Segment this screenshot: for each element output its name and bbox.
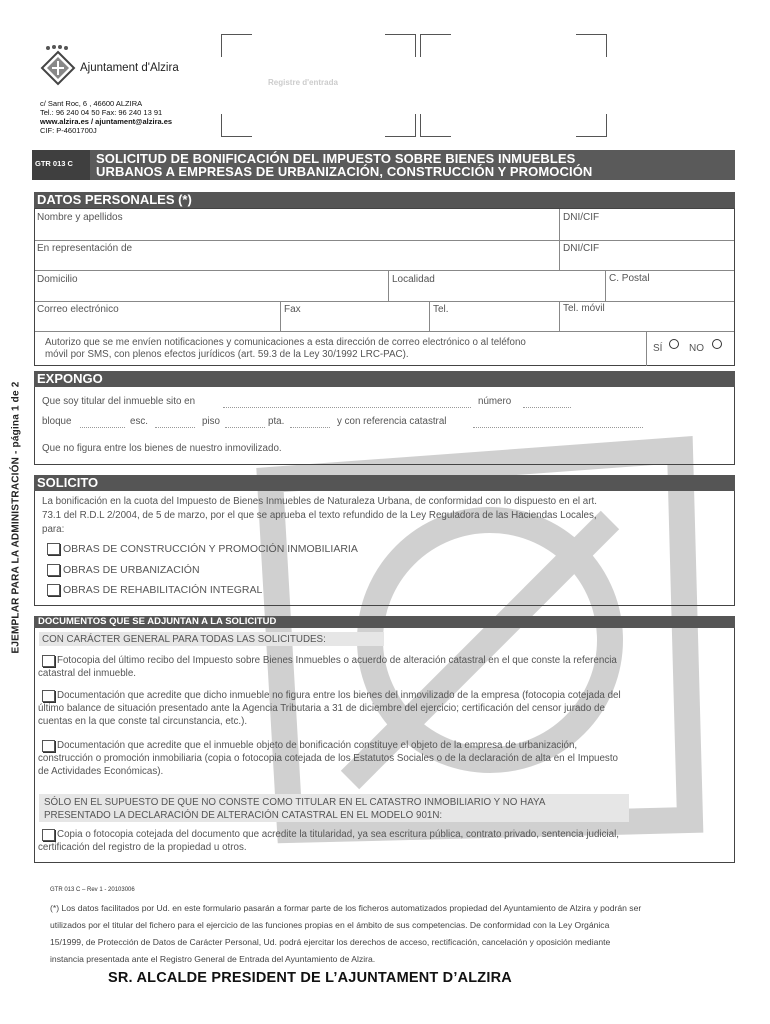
field-dni-2[interactable]: DNI/CIF xyxy=(563,243,600,254)
address-line: Tel.: 96 240 04 50 Fax: 96 240 13 91 xyxy=(40,108,163,117)
bloque-input[interactable] xyxy=(80,427,125,428)
solicito-line3: para: xyxy=(42,524,65,535)
doc3-line2: construcción o promoción inmobiliaria (copia o fotocopia cotejada de los Estatutos Sociales o de la declaración de alta en el Impuesto xyxy=(38,753,618,764)
solo-line1: SÓLO EN EL SUPUESTO DE QUE NO CONSTE COMO TITULAR EN EL CATASTRO INMOBILIARIO Y NO HAYA xyxy=(44,797,546,808)
stamp-corner xyxy=(221,34,252,57)
stamp-corner xyxy=(385,114,416,137)
doc1-line1: Fotocopia del último recibo del Impuesto sobre Bienes Inmuebles o acuerdo de alteración catastral en el que conste la referencia xyxy=(57,655,617,666)
registry-label: Registre d'entrada xyxy=(268,78,338,87)
bloque-label: bloque xyxy=(42,416,72,427)
checkbox-doc-2[interactable] xyxy=(42,690,55,702)
checkbox-doc-3[interactable] xyxy=(42,740,55,752)
stamp-corner xyxy=(576,114,607,137)
autorizo-text-2: móvil por SMS, con plenos efectos jurídicos (art. 59.3 de la Ley 30/1992 LRC-PAC). xyxy=(45,349,409,360)
option-urbanizacion: OBRAS DE URBANIZACIÓN xyxy=(63,564,200,576)
solicito-line2: 73.1 del R.D.L 2/2004, de 5 de marzo, por el que se aprueba el texto refundido de la Ley Reguladora de las Haciendas Locales, xyxy=(42,510,597,521)
catastral-label: y con referencia catastral xyxy=(337,416,447,427)
stamp-corner xyxy=(420,34,451,57)
documentos-box xyxy=(34,628,735,863)
field-dni-1[interactable]: DNI/CIF xyxy=(563,212,600,223)
doc3-line1: Documentación que acredite que el inmueble objeto de bonificación constituye el objeto de la empresa de urbanización, xyxy=(57,740,578,751)
expongo-line1: Que soy titular del inmueble sito en xyxy=(42,396,196,407)
piso-label: piso xyxy=(202,416,220,427)
doc4-line1: Copia o fotocopia cotejada del documento que acredite la titularidad, ya sea escritura pública, contrato privado, sentencia judicial, xyxy=(57,829,620,840)
checkbox-doc-1[interactable] xyxy=(42,655,55,667)
recipient: SR. ALCALDE PRESIDENT DE L’AJUNTAMENT D’ALZIRA xyxy=(108,970,512,986)
form-title-line2: URBANOS A EMPRESAS DE URBANIZACIÓN, CONSTRUCCIÓN Y PROMOCIÓN xyxy=(96,164,593,179)
field-movil[interactable]: Tel. móvil xyxy=(563,303,605,314)
stamp-corner xyxy=(221,114,252,137)
field-cpostal[interactable]: C. Postal xyxy=(609,273,650,284)
revision-code: GTR 013 C – Rev 1 - 20103006 xyxy=(50,887,135,893)
section-solicito: SOLICITO xyxy=(34,475,735,491)
section-expongo: EXPONGO xyxy=(34,371,735,387)
privacy-line: instancia presentada ante el Registro General de Entrada del Ayuntamiento de Alzira. xyxy=(50,954,376,964)
form-code: GTR 013 C xyxy=(32,150,90,180)
field-localidad[interactable]: Localidad xyxy=(392,274,435,285)
stamp-corner xyxy=(420,114,451,137)
solo-line2: PRESENTADO LA DECLARACIÓN DE ALTERACIÓN CATASTRAL EN EL MODELO 901N: xyxy=(44,810,443,821)
section-documentos: DOCUMENTOS QUE SE ADJUNTAN A LA SOLICITUD xyxy=(34,616,735,628)
stamp-corner xyxy=(385,34,416,57)
doc2-line2: último balance de situación presentado ante la Agencia Tributaria a 31 de diciembre del ejercicio; certificación del censor jurado de xyxy=(38,703,605,714)
city-seal-logo xyxy=(38,44,78,86)
field-fax[interactable]: Fax xyxy=(284,304,301,315)
numero-label: número xyxy=(478,396,512,407)
esc-label: esc. xyxy=(130,416,148,427)
stamp-corner xyxy=(576,34,607,57)
field-tel[interactable]: Tel. xyxy=(433,304,449,315)
field-domicilio[interactable]: Domicilio xyxy=(37,274,78,285)
si-radio[interactable] xyxy=(669,339,679,349)
doc4-line2: certificación del registro de la propiedad u otros. xyxy=(38,842,247,853)
privacy-line: utilizados por el titular del fichero para el ejercicio de las funciones propias en el ámbito de sus competencias. De conformidad con la Ley Orgánica xyxy=(50,920,610,930)
option-rehabilitacion: OBRAS DE REHABILITACIÓN INTEGRAL xyxy=(63,584,263,596)
privacy-line: 15/1999, de Protección de Datos de Carácter Personal, Ud. podrá ejercitar los derechos de acceso, rectificación, cancelación y oposición mediante xyxy=(50,937,611,947)
checkbox-doc-4[interactable] xyxy=(42,829,55,841)
org-name: Ajuntament d'Alzira xyxy=(80,62,179,74)
no-radio[interactable] xyxy=(712,339,722,349)
doc3-line3: de Actividades Económicas). xyxy=(38,766,164,777)
expongo-box xyxy=(34,387,735,465)
side-label: EJEMPLAR PARA LA ADMINISTRACIÓN - página 1 de 2 xyxy=(10,381,22,654)
address-line: c/ Sant Roc, 6 , 46600 ALZIRA xyxy=(40,99,143,108)
catastral-input[interactable] xyxy=(473,427,643,428)
privacy-line: (*) Los datos facilitados por Ud. en este formulario pasarán a formar parte de los ficheros automatizados propiedad del Ayuntamiento de Alzira y podrán ser xyxy=(50,903,642,913)
doc1-line2: catastral del inmueble. xyxy=(38,668,137,679)
expongo-line3: Que no figura entre los bienes de nuestro inmovilizado. xyxy=(42,443,282,454)
address-input[interactable] xyxy=(223,407,471,408)
field-correo[interactable]: Correo electrónico xyxy=(37,304,119,315)
title-bar xyxy=(90,150,735,180)
pta-label: pta. xyxy=(268,416,285,427)
si-label: SÍ xyxy=(653,343,663,354)
solicito-box xyxy=(34,491,735,606)
address-line: www.alzira.es / ajuntament@alzira.es xyxy=(40,117,173,126)
doc2-line3: cuentas en la que conste tal circunstancia, etc.). xyxy=(38,716,248,727)
privacy-note xyxy=(50,900,770,968)
field-representacion[interactable]: En representación de xyxy=(37,243,133,254)
piso-input[interactable] xyxy=(225,427,265,428)
no-label: NO xyxy=(689,343,704,354)
form-title-line1: SOLICITUD DE BONIFICACIÓN DEL IMPUESTO SOBRE BIENES INMUEBLES xyxy=(96,151,576,166)
autorizo-text-1: Autorizo que se me envíen notificaciones y comunicaciones a esta dirección de correo electrónico o al teléfono xyxy=(45,337,526,348)
checkbox-construccion[interactable] xyxy=(47,543,60,555)
doc2-line1: Documentación que acredite que dicho inmueble no figura entre los bienes del inmovilizado de la empresa (fotocopia cotejada del xyxy=(57,690,621,701)
numero-input[interactable] xyxy=(523,407,571,408)
side-label-wrap xyxy=(6,360,20,680)
address-line: CIF: P-4601700J xyxy=(40,126,97,135)
pta-input[interactable] xyxy=(290,427,330,428)
esc-input[interactable] xyxy=(155,427,195,428)
solicito-line1: La bonificación en la cuota del Impuesto de Bienes Inmuebles de Naturaleza Urbana, de conformidad con lo dispuesto en el art. xyxy=(42,496,597,507)
checkbox-urbanizacion[interactable] xyxy=(47,564,60,576)
field-nombre[interactable]: Nombre y apellidos xyxy=(37,212,123,223)
option-construccion: OBRAS DE CONSTRUCCIÓN Y PROMOCIÓN INMOBILIARIA xyxy=(63,543,358,555)
org-address xyxy=(40,99,172,135)
personal-data-grid xyxy=(34,208,735,366)
section-datos-personales: DATOS PERSONALES (*) xyxy=(34,192,735,208)
checkbox-rehabilitacion[interactable] xyxy=(47,584,60,596)
documentos-general: CON CARÁCTER GENERAL PARA TODAS LAS SOLICITUDES: xyxy=(42,634,326,645)
